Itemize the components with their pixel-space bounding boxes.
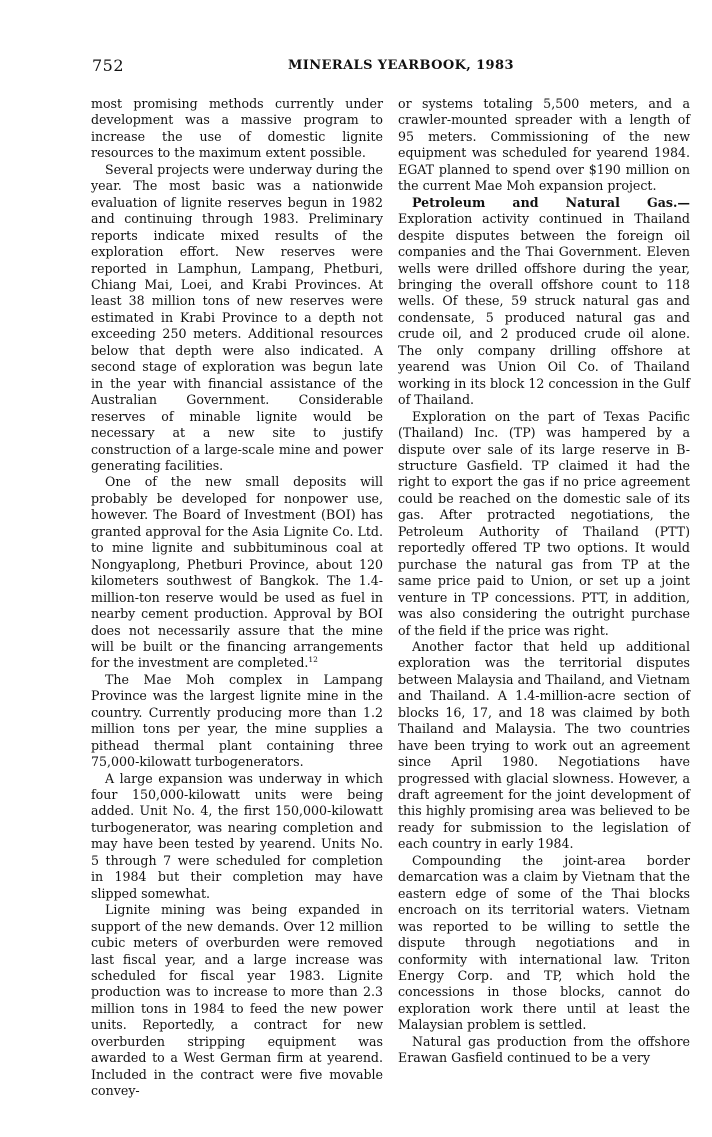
- footnote-marker: 12: [308, 655, 318, 665]
- paragraph: Petroleum and Natural Gas.—Exploration activity continued in Thailand despite disputes between the foreign oil companies and the Thai Government. Eleven wells were drilled offshore during the year, bringing the overall offshore count to 118 wells. Of these, 59 struck natural gas and condensate, 5 produced natural gas and crude oil, and 2 produced crude oil alone. The only company drilling offshore at yearend was Union Oil Co. of Thailand working in its block 12 concession in the Gulf of Thailand.: [398, 194, 690, 408]
- left-column: [91, 96, 383, 1100]
- paragraph: Compounding the joint-area border demarcation was a claim by Vietnam that the eastern edge of some of the Thai blocks encroach on its territorial waters. Vietnam was reported to be willing to settle the dispute through negotiations and in conformity with international law. Triton Energy Corp. and TP, which hold the concessions in those blocks, cannot do exploration work there until at least the Malaysian problem is settled.: [398, 852, 690, 1033]
- running-head: MINERALS YEARBOOK, 1983: [288, 58, 514, 73]
- paragraph: One of the new small deposits will probably be developed for nonpower use, however. The Board of Investment (BOI) has granted approval for the Asia Lignite Co. Ltd. to mine lignite and subbituminous coal at Nongyaplong, Phetburi Province, about 120 kilometers southwest of Bangkok. The 1.4-million-ton reserve would be used as fuel in nearby cement production. Approval by BOI does not necessarily assure that the mine will be built or the financing arrangements for the investment are completed.$^{12}$: [91, 474, 383, 671]
- right-column: [398, 96, 690, 1067]
- paragraph: Natural gas production from the offshore Erawan Gasfield continued to be a very: [398, 1033, 690, 1066]
- page-number: 752: [92, 56, 125, 75]
- paragraph: most promising methods currently under development was a massive program to increase the use of domestic lignite resources to the maximum extent possible.: [91, 96, 383, 161]
- paragraph: Exploration on the part of Texas Pacific (Thailand) Inc. (TP) was hampered by a dispute over sale of its large reserve in B-structure Gasfield. TP claimed it had the right to export the gas if no price agreement could be reached on the domestic sale of its gas. After protracted negotiations, the Petroleum Authority of Thailand (PTT) reportedly offered TP two options. It would purchase the natural gas from TP at the same price paid to Union, or set up a joint venture in TP concessions. PTT, in addition, was also considering the outright purchase of the field if the price was right.: [398, 408, 690, 638]
- paragraph: A large expansion was underway in which four 150,000-kilowatt units were being added. Unit No. 4, the first 150,000-kilowatt turbogenerator, was nearing completion and may have been tested by yearend. Units No. 5 through 7 were scheduled for completion in 1984 but their completion may have slipped somewhat.: [91, 770, 383, 901]
- paragraph: or systems totaling 5,500 meters, and a crawler-mounted spreader with a length of 95 meters. Commissioning of the new equipment was scheduled for yearend 1984. EGAT planned to spend over $190 million on the current Mae Moh expansion project.: [398, 96, 690, 194]
- paragraph: Several projects were underway during the year. The most basic was a nationwide evaluation of lignite reserves begun in 1982 and continuing through 1983. Preliminary reports indicate mixed results of the exploration effort. New reserves were reported in Lamphun, Lampang, Phetburi, Chiang Mai, Loei, and Krabi Provinces. At least 38 million tons of new reserves were estimated in Krabi Province to a depth not exceeding 250 meters. Additional resources below that depth were also indicated. A second stage of exploration was begun late in the year with financial assistance of the Australian Government. Considerable reserves of minable lignite would be necessary at a new site to justify construction of a large-scale mine and power generating facilities.: [91, 161, 383, 473]
- paragraph: Lignite mining was being expanded in support of the new demands. Over 12 million cubic meters of overburden were removed last fiscal year, and a large increase was scheduled for fiscal year 1983. Lignite production was to increase to more than 2.3 million tons in 1984 to feed the new power units. Reportedly, a contract for new overburden stripping equipment was awarded to a West German firm at yearend. Included in the contract were five movable convey-: [91, 902, 383, 1099]
- paragraph: Another factor that held up additional exploration was the territorial disputes between Malaysia and Thailand, and Vietnam and Thailand. A 1.4-million-acre section of blocks 16, 17, and 18 was claimed by both Thailand and Malaysia. The two countries have been trying to work out an agreement since April 1980. Negotiations have progressed with glacial slowness. However, a draft agreement for the joint development of this highly promising area was believed to be ready for submission to the legislation of each country in early 1984.: [398, 638, 690, 852]
- section-heading: Petroleum and Natural Gas.—: [412, 194, 690, 210]
- paragraph: The Mae Moh complex in Lampang Province was the largest lignite mine in the country. Currently producing more than 1.2 million tons per year, the mine supplies a pithead thermal plant containing three 75,000-kilowatt turbogenerators.: [91, 671, 383, 770]
